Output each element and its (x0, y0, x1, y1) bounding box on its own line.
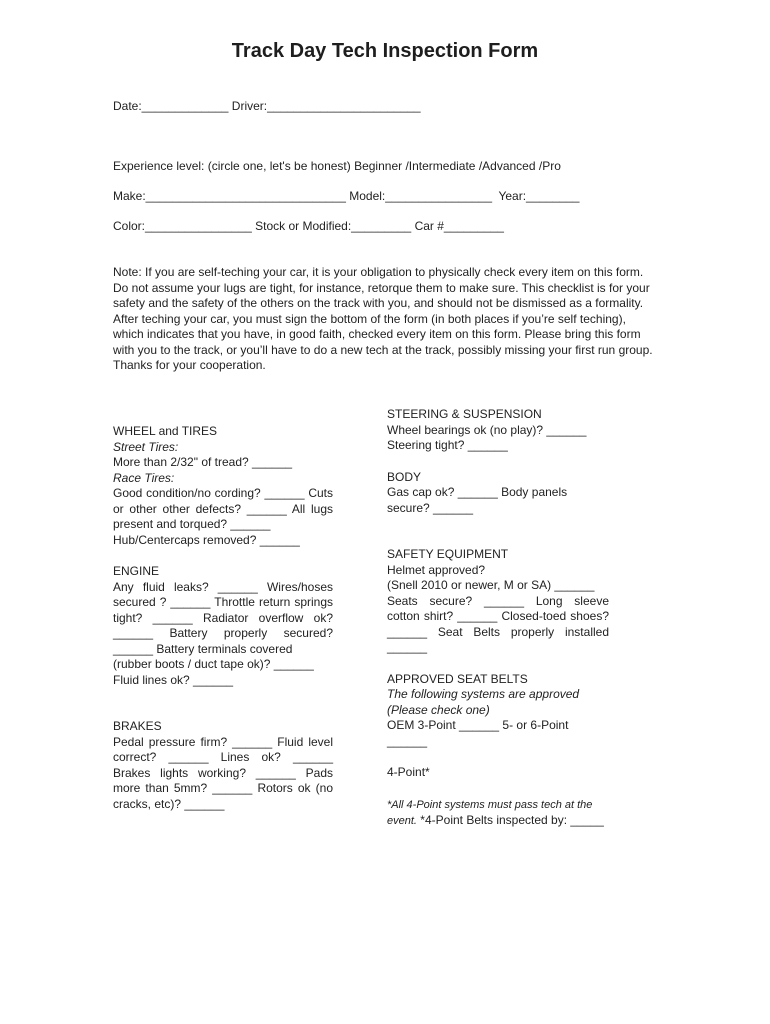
race-tire-items: Good condition/no cording? ______ Cuts or other other defects? ______ All lugs present and torqued? ______ (113, 486, 333, 531)
color-stock-car-line: Color:________________ Stock or Modified:_________ Car #_________ (113, 219, 504, 233)
helmet-item: Helmet approved? (387, 562, 486, 577)
engine-section (113, 564, 333, 688)
seat-belts-intro: The following systems are approved (Please check one) (387, 687, 580, 717)
engine-heading: ENGINE (113, 564, 160, 578)
left-column (113, 424, 333, 812)
body-items: Gas cap ok? ______ Body panels secure? ______ (387, 485, 568, 515)
body-section (387, 470, 609, 517)
rubber-boots-item: (rubber boots / duct tape ok)? ______ (113, 657, 314, 671)
wheels-section (113, 424, 333, 548)
wheels-heading: WHEEL and TIRES (113, 424, 218, 438)
brakes-heading: BRAKES (113, 719, 162, 733)
steering-tight-item: Steering tight? ______ (387, 438, 508, 452)
make-model-year-line: Make:______________________________ Model:________________ Year:________ (113, 189, 580, 203)
four-point-footnote-text: *All 4-Point systems must pass tech at the event. (387, 798, 593, 827)
self-tech-note: Note: If you are self-teching your car, it is your obligation to physically check every item on this form. Do not assume your lugs are tight, for instance, retorque them to make sure. This checklist is for your safety and the safety of the others on the track with you, and should not be dismissed as a formality. After teching your car, you must sign the bottom of the form (in both places if you’re self teching), which indicates that you have, in good faith, checked every item on this form. Please bring this form with you to the track, or you’ll have to do a new tech at the track, possibly missing your first run group. Thanks for your cooperation. (113, 265, 653, 372)
four-point-item: 4-Point* (387, 765, 430, 779)
safety-items: Seats secure? ______ Long sleeve cotton shirt? ______ Closed-toed shoes? ______ Seat Belts properly installed ______ (387, 593, 609, 654)
form-title: Track Day Tech Inspection Form (231, 40, 539, 62)
oem-belts-item: OEM 3-Point ______ 5- or 6-Point ______ (387, 718, 569, 748)
four-point-footnote (387, 797, 609, 830)
engine-items: Any fluid leaks? ______ Wires/hoses secured ? ______ Throttle return springs tight? ______ Radiator overflow ok? ______ Battery properly secured? ______ Battery terminals covered (113, 579, 333, 656)
body-heading: BODY (387, 469, 422, 484)
hub-centercaps-item: Hub/Centercaps removed? ______ (113, 532, 300, 547)
wheel-bearings-item: Wheel bearings ok (no play)? ______ (387, 422, 587, 437)
brakes-section (113, 719, 333, 812)
experience-level-line: Experience level: (circle one, let's be honest) Beginner /Intermediate /Advanced /Pro (113, 159, 561, 173)
date-driver-line: Date:_____________ Driver:_______________________ (113, 99, 421, 113)
steering-section (387, 407, 609, 454)
safety-section (387, 547, 609, 656)
race-tires-label: Race Tires: (113, 470, 175, 485)
four-point-inspected-by: *4-Point Belts inspected by: _____ (416, 813, 604, 827)
right-column (387, 407, 609, 830)
safety-heading: SAFETY EQUIPMENT (387, 547, 509, 561)
steering-heading: STEERING & SUSPENSION (387, 407, 542, 421)
seat-belts-heading: APPROVED SEAT BELTS (387, 671, 528, 686)
brakes-items: Pedal pressure firm? ______ Fluid level correct? ______ Lines ok? ______ Brakes lights working? ______ Pads more than 5mm? ______ Rotors ok (no cracks, etc)? ______ (113, 734, 333, 811)
tread-item: More than 2/32" of tread? ______ (113, 455, 293, 469)
street-tires-label: Street Tires: (113, 439, 179, 454)
fluid-lines-item: Fluid lines ok? ______ (113, 672, 234, 687)
seat-belts-section (387, 672, 609, 830)
snell-item: (Snell 2010 or newer, M or SA) ______ (387, 578, 595, 592)
